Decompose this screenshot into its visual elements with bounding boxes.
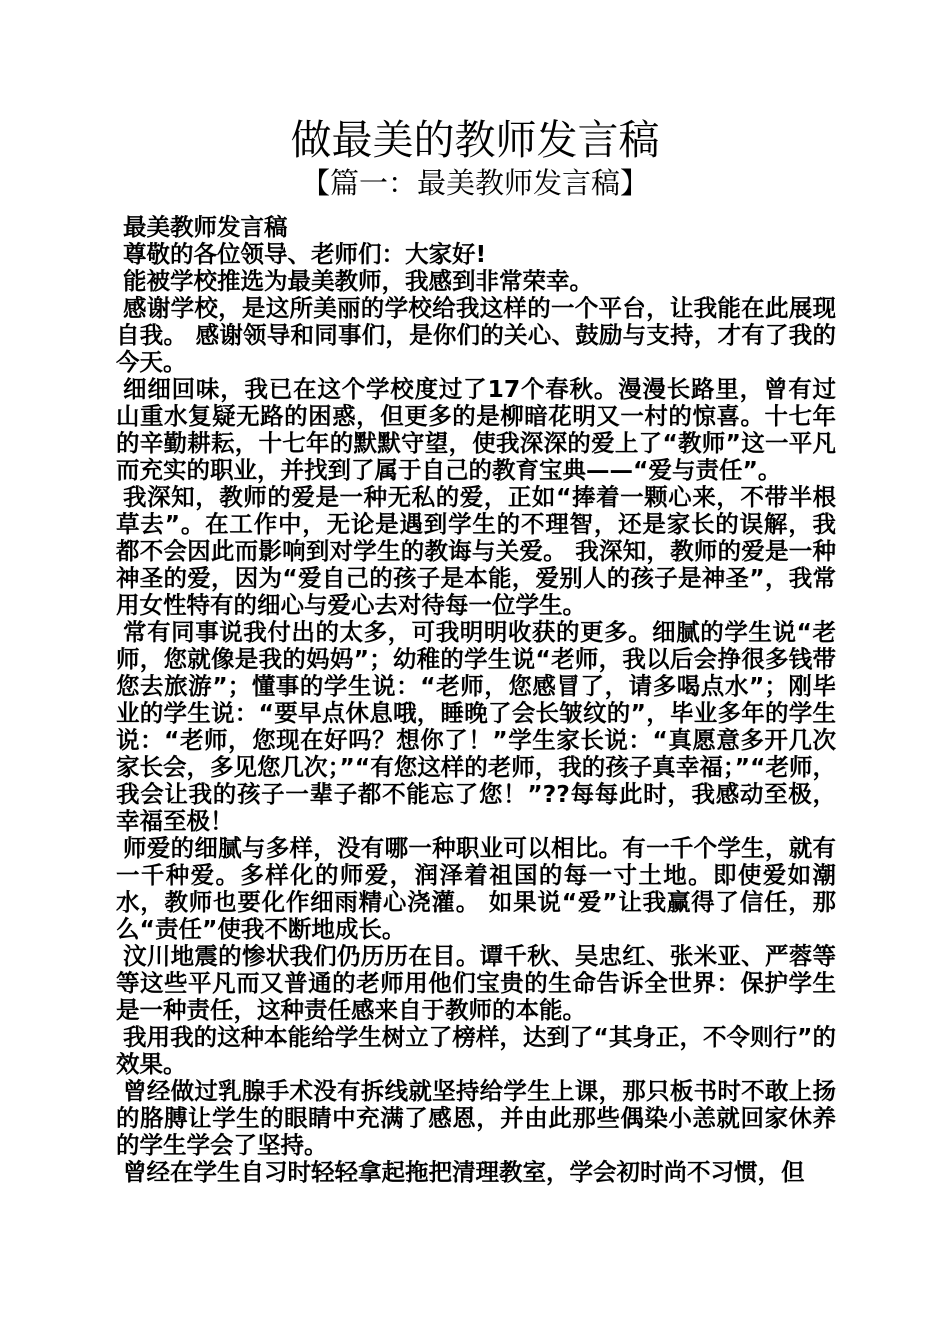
paragraph: 我用我的这种本能给学生树立了榜样，达到了“其身正，不令则行”的效果。 <box>116 1023 836 1078</box>
paragraph: 汶川地震的惨状我们仍历历在目。谭千秋、吴忠红、张米亚、严蓉等等这些平凡而又普通的老师用他们宝贵的生命告诉全世界：保护学生是一种责任，这种责任感来自于教师的本能。 <box>116 942 836 1024</box>
paragraph: 我深知，教师的爱是一种无私的爱，正如“捧着一颗心来，不带半根草去”。在工作中，无论是遇到学生的不理智，还是家长的误解，我都不会因此而影响到对学生的教诲与关爱。 我深知，教师的爱是一种神圣的爱，因为“爱自己的孩子是本能，爱别人的孩子是神圣”，我常用女性特有的细心与爱心去对待每一位学生。 <box>116 483 836 619</box>
paragraph: 常有同事说我付出的太多，可我明明收获的更多。细腻的学生说“老师，您就像是我的妈妈”；幼稚的学生说“老师，我以后会挣很多钱带您去旅游”；懂事的学生说：“老师，您感冒了，请多喝点水”；刚毕业的学生说：“要早点休息哦，睡晚了会长皱纹的”，毕业多年的学生说：“老师，您现在好吗？想你了！”学生家长说：“真愿意多开几次家长会，多见您几次；”“有您这样的老师，我的孩子真幸福；”“老师，我会让我的孩子一辈子都不能忘了您！”??每每此时，我感动至极，幸福至极！ <box>116 618 836 835</box>
paragraph: 曾经在学生自习时轻轻拿起拖把清理教室，学会初时尚不习惯，但 <box>123 1158 805 1186</box>
document-body <box>116 214 836 1186</box>
document-title: 做最美的教师发言稿 <box>290 116 660 164</box>
paragraph: 师爱的细腻与多样，没有哪一种职业可以相比。有一千个学生，就有一千种爱。多样化的师爱，润泽着祖国的每一寸土地。即使爱如潮水，教师也要化作细雨精心浇灌。 如果说“爱”让我赢得了信任，那么“责任”使我不断地成长。 <box>116 834 836 943</box>
paragraph: 能被学校推选为最美教师，我感到非常荣幸。 <box>123 267 594 295</box>
paragraph: 曾经做过乳腺手术没有拆线就坚持给学生上课，那只板书时不敢上扬的胳膊让学生的眼睛中充满了感恩，并由此那些偶染小恙就回家休养的学生学会了坚持。 <box>116 1077 836 1159</box>
paragraph: 感谢学校，是这所美丽的学校给我这样的一个平台，让我能在此展现自我。 感谢领导和同事们，是你们的关心、鼓励与支持，才有了我的今天。 <box>116 294 836 376</box>
document-subtitle: 【篇一：最美教师发言稿】 <box>300 166 649 200</box>
paragraph: 细细回味，我已在这个学校度过了17个春秋。漫漫长路里，曾有过山重水复疑无路的困惑，但更多的是柳暗花明又一村的惊喜。十七年的辛勤耕耘，十七年的默默守望，使我深深的爱上了“教师”这一平凡而充实的职业，并找到了属于自己的教育宝典——“爱与责任”。 <box>116 375 836 484</box>
paragraph-greeting: 尊敬的各位领导、老师们：大家好! <box>123 240 487 268</box>
paragraph-heading: 最美教师发言稿 <box>123 213 288 241</box>
